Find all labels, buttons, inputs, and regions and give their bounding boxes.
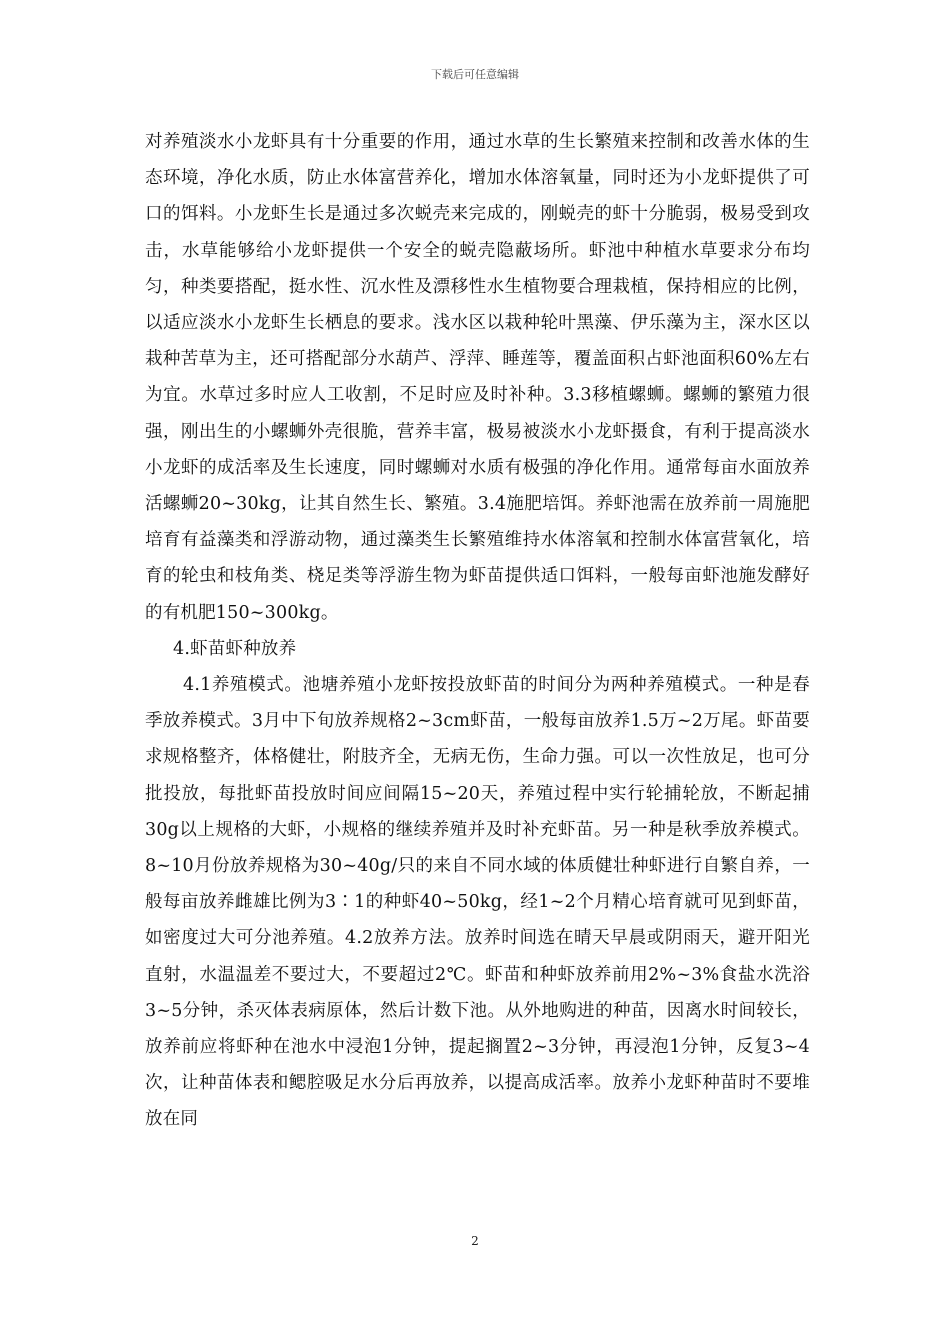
section-heading-stocking: 4.虾苗虾种放养 [173,638,297,659]
page-number: 2 [471,1234,479,1248]
document-body [145,124,810,1138]
paragraph-stocking-modes: 4.1养殖模式。池塘养殖小龙虾按投放虾苗的时间分为两种养殖模式。一种是春季放养模式。3月中下旬放养规格2~3cm虾苗，一般每亩放养1.5万~2万尾。虾苗要求规格整齐，体格健壮，附肢齐全，无病无伤，生命力强。可以一次性放足，也可分批投放，每批虾苗投放时间应间隔15~20天，养殖过程中实行轮捕轮放，不断起捕30g以上规格的大虾，小规格的继续养殖并及时补充虾苗。另一种是秋季放养模式。8~10月份放养规格为30~40g/只的来自不同水域的体质健壮种虾进行自繁自养，一般每亩放养雌雄比例为3∶1的种虾40~50kg，经1~2个月精心培育就可见到虾苗，如密度过大可分池养殖。4.2放养方法。放养时间选在晴天早晨或阴雨天，避开阳光直射，水温温差不要过大，不要超过2℃。虾苗和种虾放养前用2%~3%食盐水洗浴3~5分钟，杀灭体表病原体，然后计数下池。从外地购进的种苗，因离水时间较长，放养前应将虾种在池水中浸泡1分钟，提起搁置2~3分钟，再浸泡1分钟，反复3~4次，让种苗体表和鳃腔吸足水分后再放养，以提高成活率。放养小龙虾种苗时不要堆放在同 [145,675,810,1130]
paragraph-cultivation-continued: 对养殖淡水小龙虾具有十分重要的作用，通过水草的生长繁殖来控制和改善水体的生态环境，净化水质，防止水体富营养化，增加水体溶氧量，同时还为小龙虾提供了可口的饵料。小龙虾生长是通过多次蜕壳来完成的，刚蜕壳的虾十分脆弱，极易受到攻击，水草能够给小龙虾提供一个安全的蜕壳隐蔽场所。虾池中种植水草要求分布均匀，种类要搭配，挺水性、沉水性及漂移性水生植物要合理栽植，保持相应的比例，以适应淡水小龙虾生长栖息的要求。浅水区以栽种轮叶黑藻、伊乐藻为主，深水区以栽种苦草为主，还可搭配部分水葫芦、浮萍、睡莲等，覆盖面积占虾池面积60%左右为宜。水草过多时应人工收割，不足时应及时补种。3.3移植螺蛳。螺蛳的繁殖力很强，刚出生的小螺蛳外壳很脆，营养丰富，极易被淡水小龙虾摄食，有利于提高淡水小龙虾的成活率及生长速度，同时螺蛳对水质有极强的净化作用。通常每亩水面放养活螺蛳20~30kg，让其自然生长、繁殖。3.4施肥培饵。养虾池需在放养前一周施肥培育有益藻类和浮游动物，通过藻类生长繁殖维持水体溶氧和控制水体富营氧化，培育的轮虫和枝角类、桡足类等浮游生物为虾苗提供适口饵料，一般每亩虾池施发酵好的有机肥150~300kg。 [145,132,810,623]
page-header: 下载后可任意编辑 [431,68,519,81]
